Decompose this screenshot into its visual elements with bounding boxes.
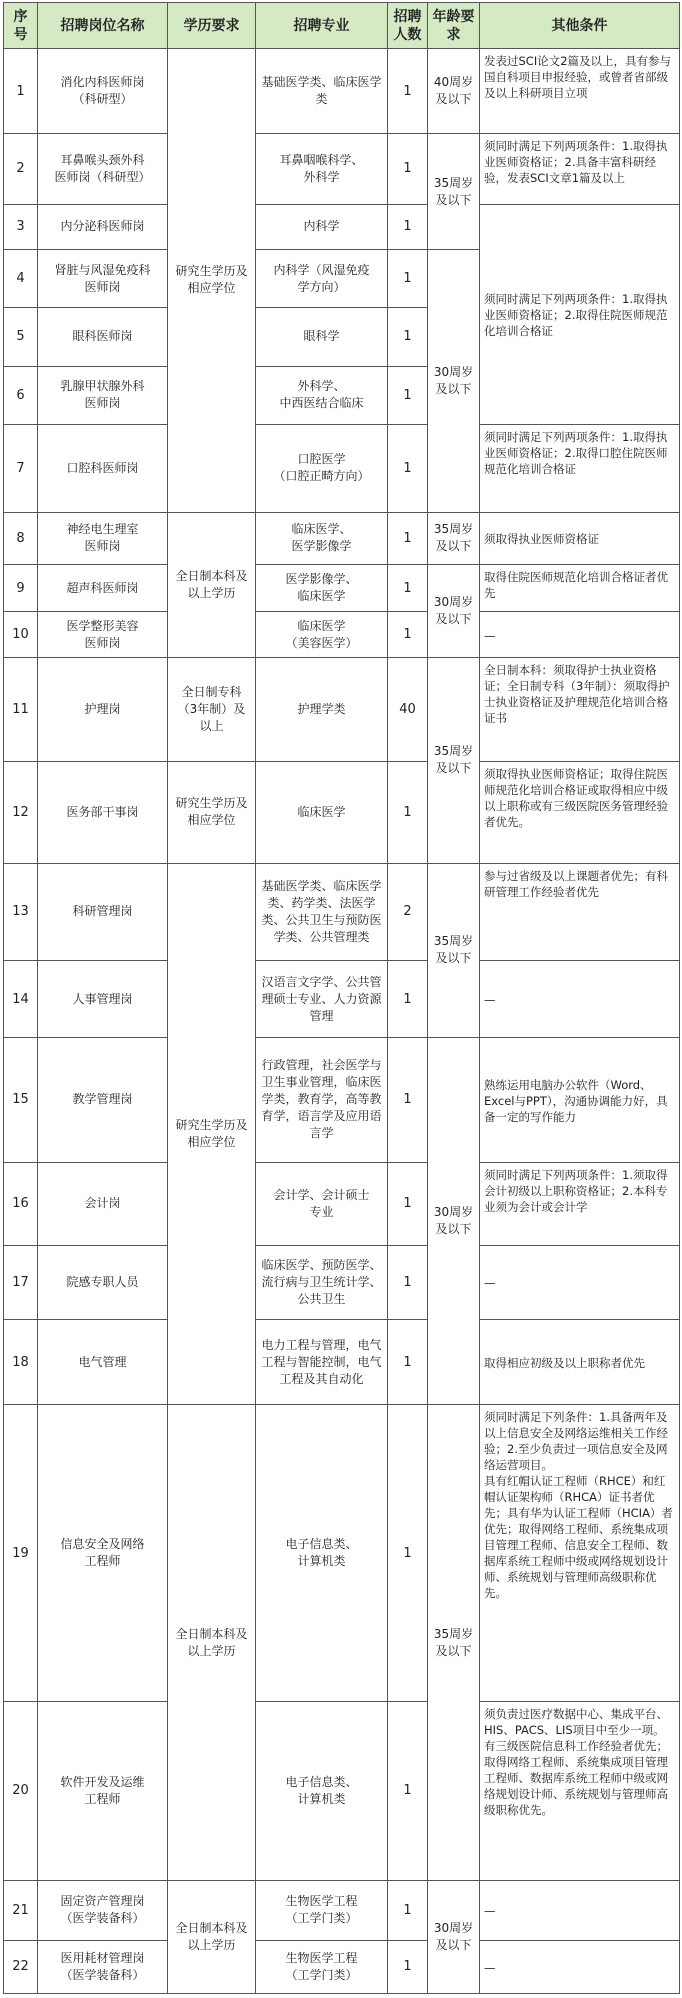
row-major: 电子信息类、 计算机类 bbox=[256, 1405, 388, 1702]
row-position: 人事管理岗 bbox=[38, 961, 168, 1038]
row-count: 1 bbox=[388, 250, 428, 308]
row-other: — bbox=[480, 1940, 680, 1993]
header-other: 其他条件 bbox=[480, 3, 680, 49]
recruitment-table bbox=[3, 2, 680, 1994]
row-major: 临床医学、预防医学、流行病与卫生统计学、公共卫生 bbox=[256, 1245, 388, 1320]
row-other: — bbox=[480, 961, 680, 1038]
table-row bbox=[4, 1162, 680, 1245]
table-row bbox=[4, 1880, 680, 1940]
row-seq: 10 bbox=[4, 612, 38, 658]
row-count: 1 bbox=[388, 1162, 428, 1245]
row-count: 1 bbox=[388, 134, 428, 205]
header-education: 学历要求 bbox=[168, 3, 256, 49]
age-merged: 30周岁及以下 bbox=[428, 250, 480, 513]
table-row bbox=[4, 1320, 680, 1405]
row-position: 护理岗 bbox=[38, 658, 168, 762]
age-merged: 35周岁及以下 bbox=[428, 512, 480, 564]
row-major: 口腔医学 （口腔正畸方向） bbox=[256, 424, 388, 512]
row-position: 院感专职人员 bbox=[38, 1245, 168, 1320]
row-seq: 21 bbox=[4, 1880, 38, 1940]
row-seq: 7 bbox=[4, 424, 38, 512]
row-count: 1 bbox=[388, 1245, 428, 1320]
row-major: 电子信息类、 计算机类 bbox=[256, 1702, 388, 1881]
table-row bbox=[4, 134, 680, 205]
row-other: — bbox=[480, 1880, 680, 1940]
row-count: 1 bbox=[388, 564, 428, 612]
row-major: 耳鼻咽喉科学、 外科学 bbox=[256, 134, 388, 205]
table-row bbox=[4, 564, 680, 612]
table-row bbox=[4, 1702, 680, 1881]
row-other: 须负责过医疗数据中心、集成平台、HIS、PACS、LIS项目中至少一项。 有三级医院信息科工作经验者优先；取得网络工程师、系统集成项目管理工程师、数据库系统工程师中级或网络规划设计师、系统规划与管理师高级职称优先。 bbox=[480, 1702, 680, 1881]
header-position: 招聘岗位名称 bbox=[38, 3, 168, 49]
row-other: 须取得执业医师资格证 bbox=[480, 512, 680, 564]
row-major: 电力工程与管理，电气工程与智能控制，电气工程及其自动化 bbox=[256, 1320, 388, 1405]
age-merged: 40周岁及以下 bbox=[428, 49, 480, 134]
row-seq: 22 bbox=[4, 1940, 38, 1993]
row-major: 汉语言文字学、公共管理硕士专业、人力资源管理 bbox=[256, 961, 388, 1038]
row-position: 耳鼻喉头颈外科 医师岗（科研型） bbox=[38, 134, 168, 205]
row-position: 肾脏与风湿免疫科 医师岗 bbox=[38, 250, 168, 308]
row-seq: 16 bbox=[4, 1162, 38, 1245]
age-merged: 35周岁及以下 bbox=[428, 863, 480, 1037]
row-position: 电气管理 bbox=[38, 1320, 168, 1405]
row-seq: 9 bbox=[4, 564, 38, 612]
row-seq: 8 bbox=[4, 512, 38, 564]
row-major: 外科学、 中西医结合临床 bbox=[256, 366, 388, 424]
age-merged: 30周岁及以下 bbox=[428, 1037, 480, 1404]
row-seq: 12 bbox=[4, 761, 38, 863]
row-other: 熟练运用电脑办公软件（Word、Excel与PPT），沟通协调能力好，具备一定的写作能力 bbox=[480, 1037, 680, 1162]
row-count: 1 bbox=[388, 1037, 428, 1162]
education-merged: 全日制本科及以上学历 bbox=[168, 512, 256, 657]
row-count: 1 bbox=[388, 1940, 428, 1993]
row-major: 临床医学、 医学影像学 bbox=[256, 512, 388, 564]
row-count: 40 bbox=[388, 658, 428, 762]
row-seq: 3 bbox=[4, 204, 38, 250]
other-merged: 须同时满足下列两项条件：1.取得执业医师资格证；2.取得住院医师规范化培训合格证 bbox=[480, 204, 680, 424]
table-row bbox=[4, 863, 680, 961]
row-count: 1 bbox=[388, 1405, 428, 1702]
header-count: 招聘人数 bbox=[388, 3, 428, 49]
row-position: 科研管理岗 bbox=[38, 863, 168, 961]
row-position: 医学整形美容 医师岗 bbox=[38, 612, 168, 658]
row-seq: 15 bbox=[4, 1037, 38, 1162]
header-age: 年龄要求 bbox=[428, 3, 480, 49]
header-seq: 序号 bbox=[4, 3, 38, 49]
education-merged: 全日制本科及以上学历 bbox=[168, 1880, 256, 1993]
header-major: 招聘专业 bbox=[256, 3, 388, 49]
row-seq: 14 bbox=[4, 961, 38, 1038]
table-row bbox=[4, 761, 680, 863]
row-other: 发表过SCI论文2篇及以上，具有参与国自科项目申报经验，或曾者省部级及以上科研项目立项 bbox=[480, 49, 680, 134]
row-major: 内科学 bbox=[256, 204, 388, 250]
row-seq: 13 bbox=[4, 863, 38, 961]
row-major: 会计学、会计硕士 专业 bbox=[256, 1162, 388, 1245]
row-seq: 20 bbox=[4, 1702, 38, 1881]
row-seq: 2 bbox=[4, 134, 38, 205]
row-position: 会计岗 bbox=[38, 1162, 168, 1245]
row-major: 内科学（风湿免疫 学方向） bbox=[256, 250, 388, 308]
row-major: 生物医学工程 （工学门类） bbox=[256, 1880, 388, 1940]
education-cell: 全日制专科（3年制）及以上 bbox=[168, 658, 256, 762]
row-major: 基础医学类、临床医学类、药学类、法医学类、公共卫生与预防医学类、公共管理类 bbox=[256, 863, 388, 961]
row-other: 须同时满足下列两项条件：1.取得执业医师资格证；2.取得口腔住院医师规范化培训合格证 bbox=[480, 424, 680, 512]
row-seq: 4 bbox=[4, 250, 38, 308]
header-row bbox=[4, 3, 680, 49]
table-row bbox=[4, 1405, 680, 1702]
row-count: 1 bbox=[388, 1880, 428, 1940]
row-seq: 19 bbox=[4, 1405, 38, 1702]
row-count: 1 bbox=[388, 204, 428, 250]
table-row bbox=[4, 1037, 680, 1162]
row-seq: 5 bbox=[4, 308, 38, 366]
table-row bbox=[4, 49, 680, 134]
table-row bbox=[4, 658, 680, 762]
row-position: 教学管理岗 bbox=[38, 1037, 168, 1162]
row-count: 1 bbox=[388, 961, 428, 1038]
row-position: 内分泌科医师岗 bbox=[38, 204, 168, 250]
row-other: 取得相应初级及以上职称者优先 bbox=[480, 1320, 680, 1405]
age-merged: 35周岁及以下 bbox=[428, 134, 480, 250]
row-position: 神经电生理室 医师岗 bbox=[38, 512, 168, 564]
row-major: 眼科学 bbox=[256, 308, 388, 366]
row-count: 1 bbox=[388, 308, 428, 366]
row-major: 行政管理，社会医学与卫生事业管理，临床医学类，教育学，高等教育学，语言学及应用语言学 bbox=[256, 1037, 388, 1162]
row-count: 1 bbox=[388, 1320, 428, 1405]
row-position: 乳腺甲状腺外科 医师岗 bbox=[38, 366, 168, 424]
row-seq: 11 bbox=[4, 658, 38, 762]
education-cell: 研究生学历及相应学位 bbox=[168, 761, 256, 863]
education-merged: 研究生学历及相应学位 bbox=[168, 49, 256, 513]
row-major: 护理学类 bbox=[256, 658, 388, 762]
row-count: 1 bbox=[388, 366, 428, 424]
table-row bbox=[4, 204, 680, 250]
row-position: 消化内科医师岗 （科研型） bbox=[38, 49, 168, 134]
row-other: — bbox=[480, 1245, 680, 1320]
row-other: — bbox=[480, 612, 680, 658]
age-merged: 35周岁及以下 bbox=[428, 1405, 480, 1880]
row-position: 软件开发及运维 工程师 bbox=[38, 1702, 168, 1881]
table-row bbox=[4, 424, 680, 512]
row-position: 口腔科医师岗 bbox=[38, 424, 168, 512]
row-position: 超声科医师岗 bbox=[38, 564, 168, 612]
row-position: 医用耗材管理岗 （医学装备科） bbox=[38, 1940, 168, 1993]
age-merged: 30周岁及以下 bbox=[428, 1880, 480, 1993]
row-seq: 1 bbox=[4, 49, 38, 134]
age-merged: 35周岁及以下 bbox=[428, 658, 480, 863]
row-seq: 6 bbox=[4, 366, 38, 424]
row-position: 医务部干事岗 bbox=[38, 761, 168, 863]
row-other: 全日制本科：须取得护士执业资格证；全日制专科（3年制）：须取得护士执业资格证及护理规范化培训合格证书 bbox=[480, 658, 680, 762]
row-count: 1 bbox=[388, 49, 428, 134]
table-row bbox=[4, 1245, 680, 1320]
row-position: 眼科医师岗 bbox=[38, 308, 168, 366]
age-merged: 30周岁及以下 bbox=[428, 564, 480, 657]
table-row bbox=[4, 612, 680, 658]
row-seq: 17 bbox=[4, 1245, 38, 1320]
row-other: 须同时满足下列条件：1.具备两年及以上信息安全及网络运维相关工作经验；2.至少负责过一项信息安全及网络运营项目。 具有红帽认证工程师（RHCE）和红帽认证架构师（RHCA）证书者优先；具有华为认证工程师（HCIA）者优先；取得网络工程师、系统集成项目管理工程师、信息安全工程师、数据库系统工程师中级或网络规划设计师、系统规划与管理师高级职称优先。 bbox=[480, 1405, 680, 1702]
row-other: 须同时满足下列两项条件：1.取得执业医师资格证；2.具备丰富科研经验，发表SCI文章1篇及以上 bbox=[480, 134, 680, 205]
table-row bbox=[4, 961, 680, 1038]
table-row bbox=[4, 1940, 680, 1993]
table-row bbox=[4, 512, 680, 564]
row-other: 取得住院医师规范化培训合格证者优先 bbox=[480, 564, 680, 612]
row-major: 临床医学 bbox=[256, 761, 388, 863]
row-seq: 18 bbox=[4, 1320, 38, 1405]
row-major: 医学影像学、 临床医学 bbox=[256, 564, 388, 612]
row-other: 须同时满足下列两项条件：1.须取得会计初级以上职称资格证；2.本科专业须为会计或会计学 bbox=[480, 1162, 680, 1245]
row-position: 固定资产管理岗 （医学装备科） bbox=[38, 1880, 168, 1940]
row-position: 信息安全及网络 工程师 bbox=[38, 1405, 168, 1702]
education-merged: 全日制本科及以上学历 bbox=[168, 1405, 256, 1880]
row-count: 1 bbox=[388, 424, 428, 512]
row-count: 1 bbox=[388, 761, 428, 863]
row-count: 2 bbox=[388, 863, 428, 961]
row-count: 1 bbox=[388, 612, 428, 658]
row-other: 须取得执业医师资格证；取得住院医师规范化培训合格证或取得相应中级以上职称或有三级医院医务管理经验者优先。 bbox=[480, 761, 680, 863]
row-count: 1 bbox=[388, 1702, 428, 1881]
row-major: 生物医学工程 （工学门类） bbox=[256, 1940, 388, 1993]
row-other: 参与过省级及以上课题者优先；有科研管理工作经验者优先 bbox=[480, 863, 680, 961]
education-merged: 研究生学历及相应学位 bbox=[168, 863, 256, 1405]
row-major: 临床医学 （美容医学） bbox=[256, 612, 388, 658]
row-major: 基础医学类、临床医学类 bbox=[256, 49, 388, 134]
row-count: 1 bbox=[388, 512, 428, 564]
